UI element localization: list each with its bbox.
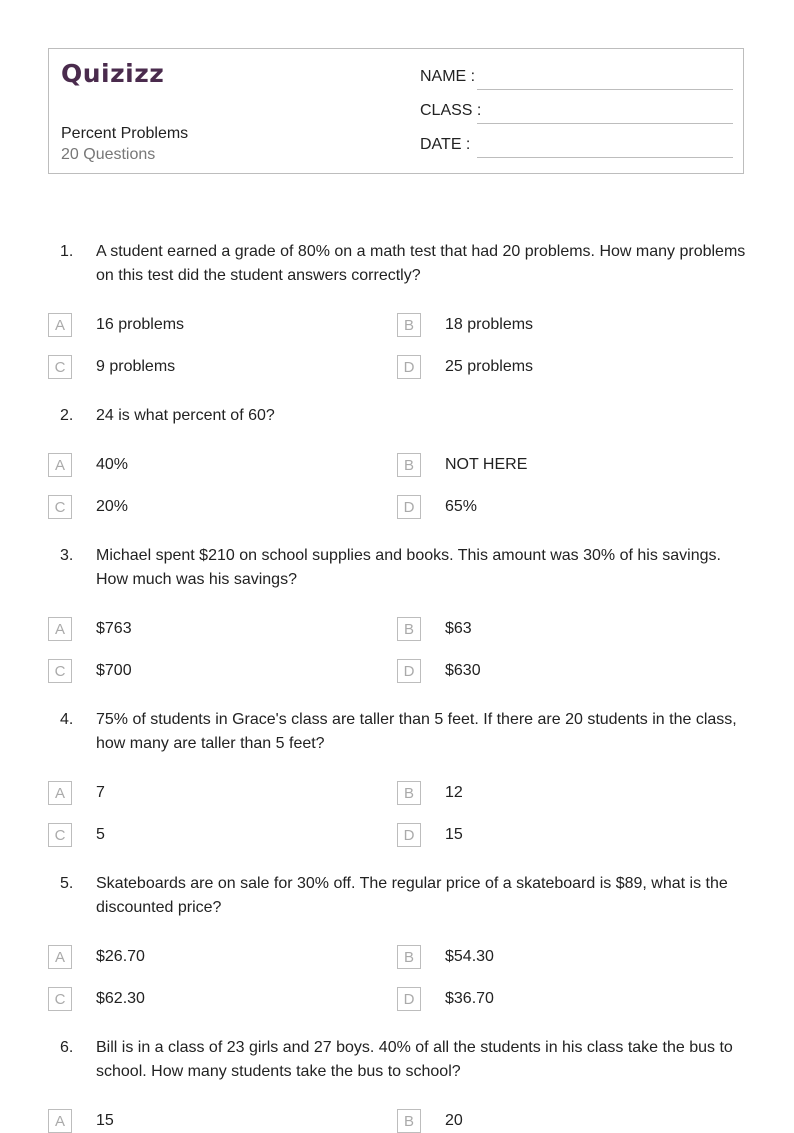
- choice-text: 5: [96, 826, 105, 843]
- choice-letter: B: [397, 1109, 421, 1133]
- choice-letter: C: [48, 987, 72, 1011]
- choice-text: 15: [445, 826, 463, 843]
- choice-text: $763: [96, 620, 132, 637]
- choice-text: $63: [445, 620, 472, 637]
- choice-text: 65%: [445, 498, 478, 515]
- question-number: 5.: [60, 875, 74, 892]
- choice-text: 25 problems: [445, 358, 534, 375]
- choice-text: 16 problems: [96, 316, 185, 333]
- choice-text: $700: [96, 662, 132, 679]
- choice-text: NOT HERE: [445, 456, 528, 473]
- worksheet-title: Percent Problems: [61, 125, 189, 142]
- choice-text: 20%: [96, 498, 129, 515]
- class-line: [477, 123, 733, 124]
- question-text: 75% of students in Grace's class are taller than 5 feet. If there are 20 students in the class, how many are taller than 5 feet?: [96, 711, 737, 752]
- choice-letter: A: [48, 617, 72, 641]
- question-text: Michael spent $210 on school supplies and books. This amount was 30% of his savings. How much was his savings?: [96, 547, 721, 588]
- question-number: 2.: [60, 407, 74, 424]
- question-text: 24 is what percent of 60?: [96, 407, 275, 424]
- name-label: NAME :: [420, 68, 476, 85]
- worksheet-header: [48, 48, 744, 174]
- choice-letter: A: [48, 453, 72, 477]
- choice-text: 18 problems: [445, 316, 534, 333]
- choice-letter: A: [48, 781, 72, 805]
- question-number: 4.: [60, 711, 74, 728]
- choice-letter: D: [397, 659, 421, 683]
- class-label: CLASS :: [420, 102, 482, 119]
- choice-letter: A: [48, 945, 72, 969]
- choice-letter: A: [48, 313, 72, 337]
- name-line: [477, 89, 733, 90]
- question-text: Bill is in a class of 23 girls and 27 boys. 40% of all the students in his class take the bus to school. How many students take the bus to school?: [96, 1039, 733, 1080]
- choice-letter: B: [397, 617, 421, 641]
- choice-letter: B: [397, 945, 421, 969]
- choice-letter: D: [397, 355, 421, 379]
- choice-text: $26.70: [96, 948, 145, 965]
- choice-text: 12: [445, 784, 463, 801]
- choice-letter: B: [397, 313, 421, 337]
- choice-text: $62.30: [96, 990, 145, 1007]
- choice-letter: B: [397, 781, 421, 805]
- choice-text: $54.30: [445, 948, 494, 965]
- choice-text: $630: [445, 662, 481, 679]
- choice-text: 40%: [96, 456, 129, 473]
- choice-text: 9 problems: [96, 358, 176, 375]
- choice-letter: C: [48, 355, 72, 379]
- choice-letter: C: [48, 823, 72, 847]
- choice-text: 15: [96, 1112, 114, 1129]
- choice-letter: C: [48, 659, 72, 683]
- choice-text: 20: [445, 1112, 463, 1129]
- question-text: A student earned a grade of 80% on a math test that had 20 problems. How many problems on this test did the student answers correctly?: [96, 243, 746, 284]
- choice-letter: A: [48, 1109, 72, 1133]
- question-number: 1.: [60, 243, 74, 260]
- choice-letter: D: [397, 495, 421, 519]
- choice-letter: C: [48, 495, 72, 519]
- quizizz-logo: Quizizz: [61, 59, 165, 88]
- choice-text: 7: [96, 784, 105, 801]
- question-number: 3.: [60, 547, 74, 564]
- choice-text: $36.70: [445, 990, 494, 1007]
- date-label: DATE :: [420, 136, 471, 153]
- question-text: Skateboards are on sale for 30% off. The regular price of a skateboard is $89, what is the discounted price?: [96, 875, 728, 916]
- choice-letter: D: [397, 823, 421, 847]
- choice-letter: D: [397, 987, 421, 1011]
- choice-letter: B: [397, 453, 421, 477]
- date-line: [477, 157, 733, 158]
- question-number: 6.: [60, 1039, 74, 1056]
- question-count: 20 Questions: [61, 146, 156, 163]
